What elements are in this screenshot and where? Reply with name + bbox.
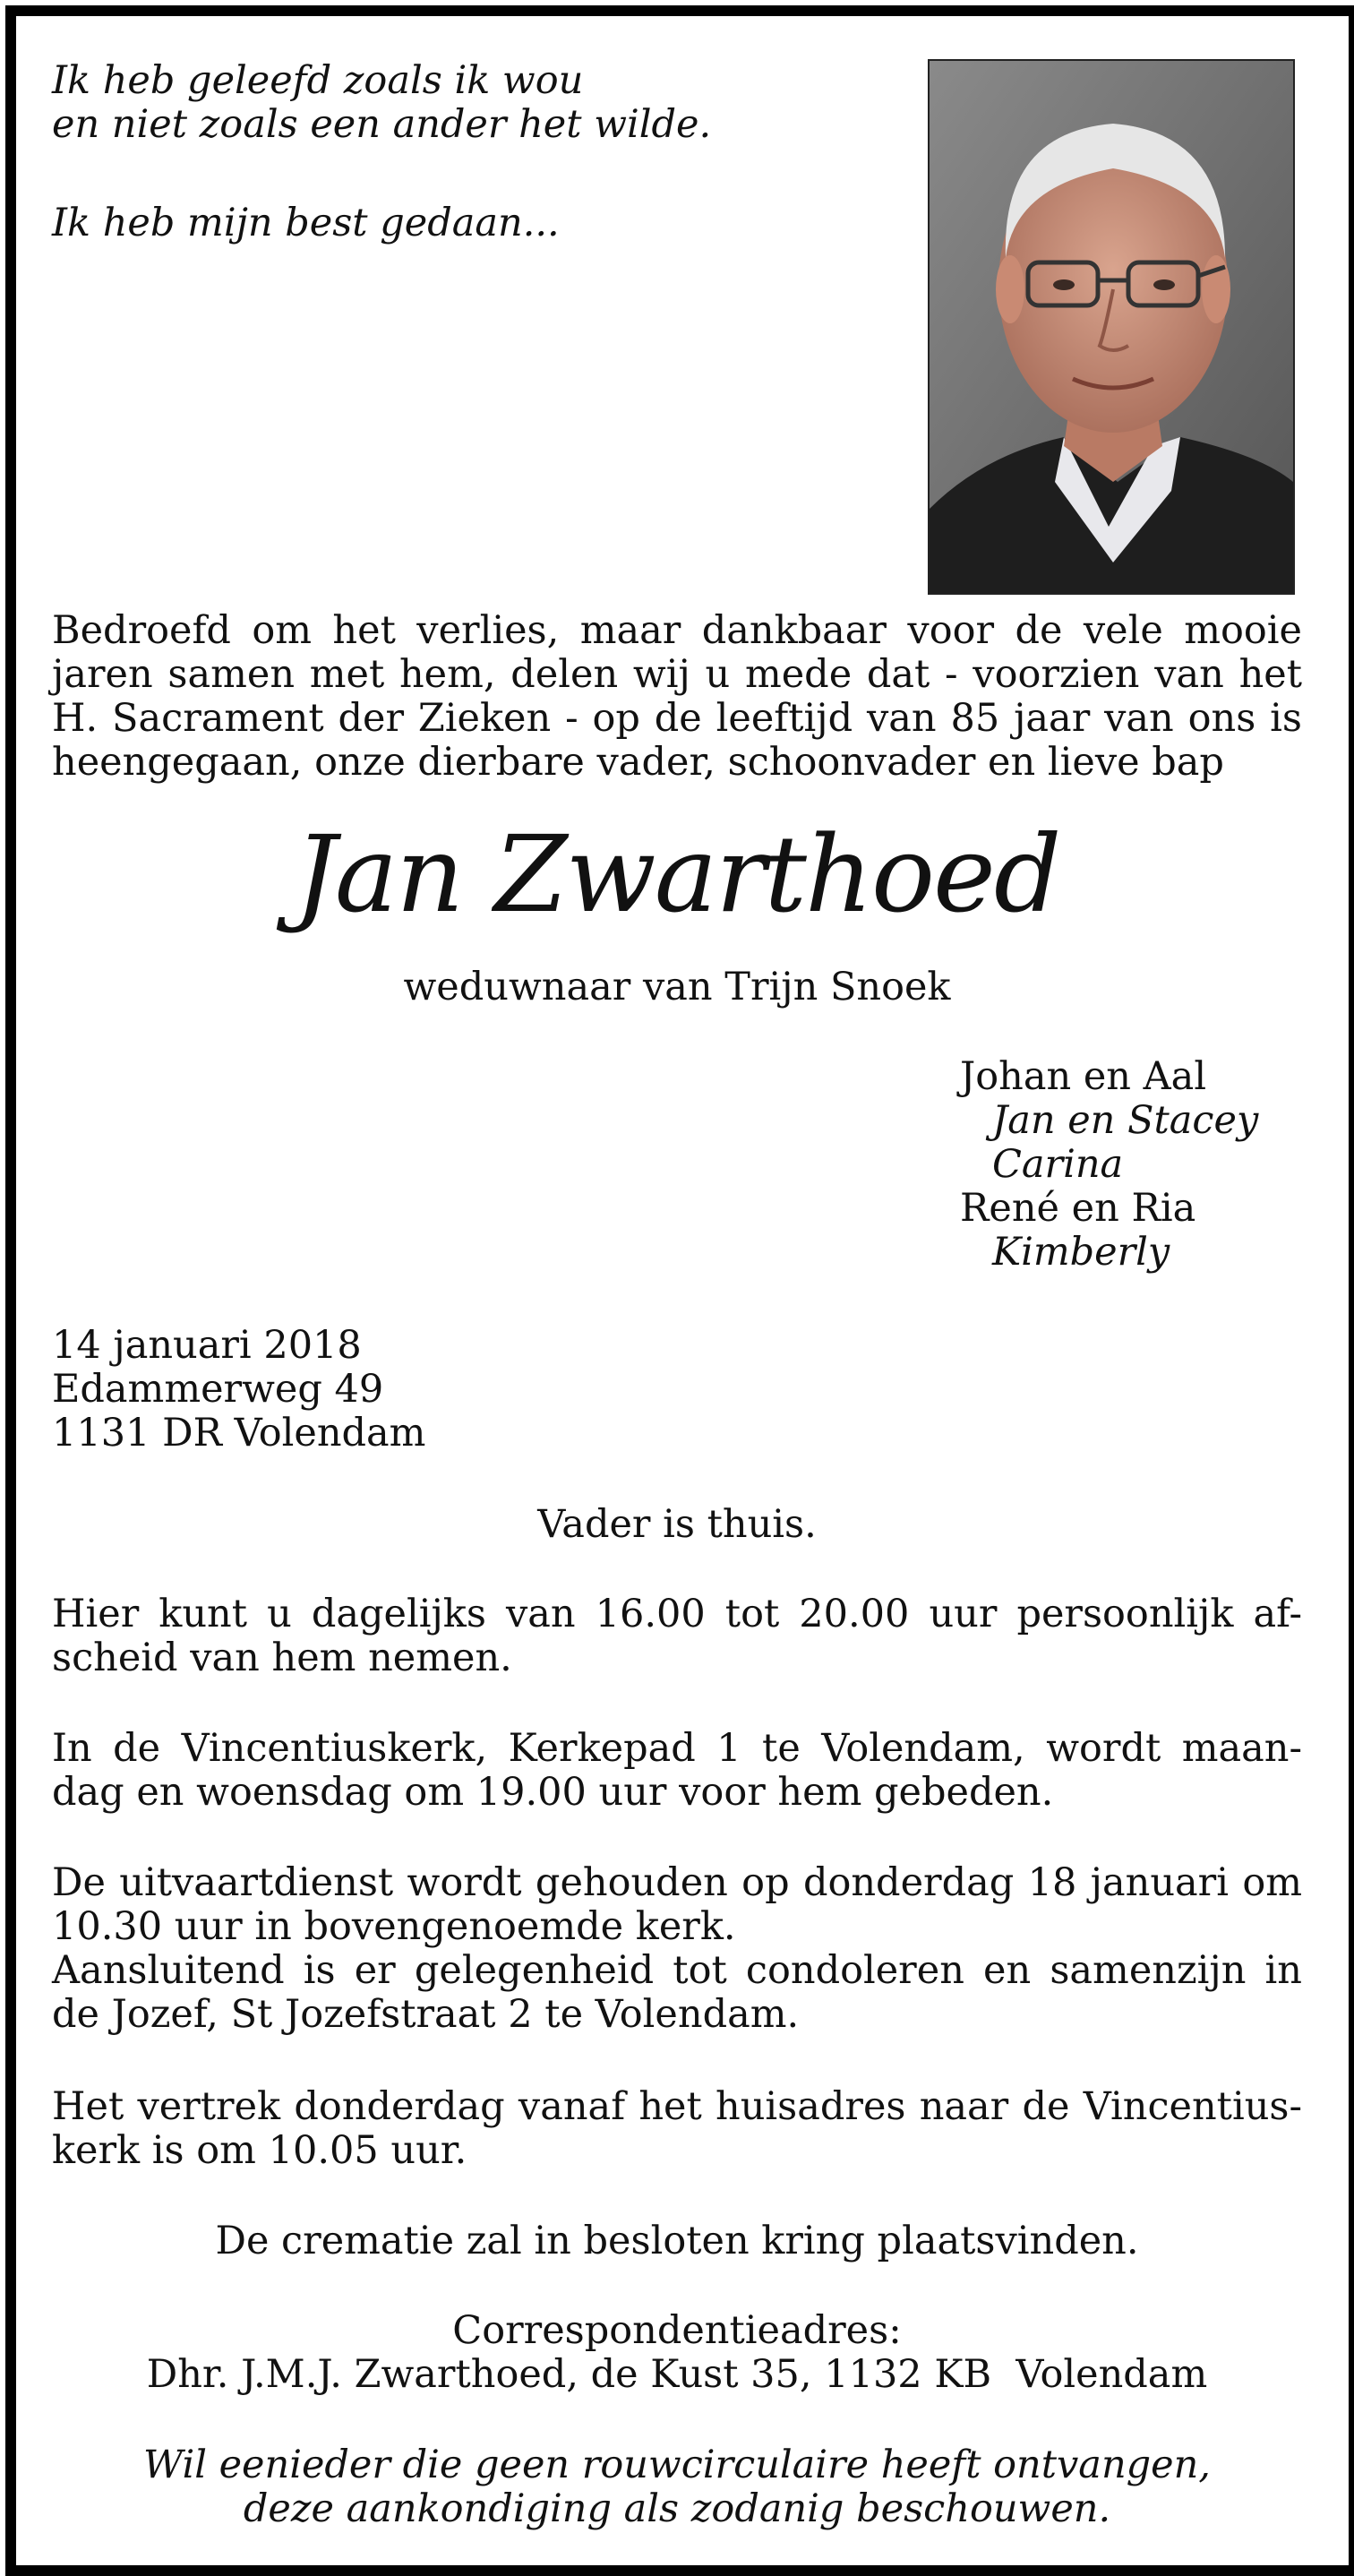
visit-line: scheid van hem nemen.: [52, 1636, 512, 1680]
postal-city: 1131 DR Volendam: [52, 1411, 426, 1455]
announcement-line: Bedroefd om het verlies, maar dankbaar voor de vele mooie: [52, 608, 1302, 653]
portrait-illustration: [930, 61, 1293, 593]
visit-text: [52, 1593, 1302, 1680]
service-line: de Jozef, St Jozefstraat 2 te Volendam.: [52, 1992, 800, 2037]
church-text: [52, 1727, 1302, 1815]
announcement-text: [52, 609, 1302, 785]
announcement-line: jaren samen met hem, delen wij u mede dat - voorzien van het: [52, 652, 1302, 697]
church-line: dag en woensdag om 19.00 uur voor hem gebeden.: [52, 1770, 1054, 1815]
service-line: 10.30 uur in bovengenoemde kerk.: [52, 1904, 736, 1949]
departure-line: kerk is om 10.05 uur.: [52, 2128, 467, 2173]
church-line: In de Vincentiuskerk, Kerkepad 1 te Volendam, wordt maan-: [52, 1726, 1302, 1771]
home-address: [52, 1324, 425, 1455]
announcement-frame: [5, 5, 1354, 2576]
family-member: René en Ria: [960, 1186, 1196, 1231]
poem-line: en niet zoals een ander het wilde.: [52, 102, 712, 147]
service-text: [52, 1861, 1302, 2037]
announcement-line: heengegaan, onze dierbare vader, schoonvader en lieve bap: [52, 740, 1224, 785]
service-line: Aansluitend is er gelegenheid tot condoleren en samenzijn in: [52, 1948, 1302, 1993]
poem-line: Ik heb geleefd zoals ik wou: [52, 58, 584, 103]
family-member: Kimberly: [992, 1230, 1170, 1275]
family-member: Jan en Stacey: [992, 1098, 1259, 1143]
street: Edammerweg 49: [52, 1367, 384, 1412]
family-list: [960, 1055, 1258, 1275]
visit-line: Hier kunt u dagelijks van 16.00 tot 20.00 uur persoonlijk af-: [52, 1592, 1302, 1636]
closing-note: [16, 2443, 1338, 2531]
portrait-photo: [928, 59, 1295, 595]
service-line: De uitvaartdienst wordt gehouden op donderdag 18 januari om: [52, 1860, 1302, 1905]
departure-line: Het vertrek donderdag vanaf het huisadres naar de Vincentius-: [52, 2084, 1302, 2129]
closing-line: deze aankondiging als zodanig beschouwen.: [243, 2486, 1111, 2531]
date: 14 januari 2018: [52, 1323, 362, 1368]
correspondence-address: Dhr. J.M.J. Zwarthoed, de Kust 35, 1132 KB Volendam: [146, 2352, 1208, 2397]
correspondence-label: Correspondentieadres:: [452, 2308, 902, 2353]
announcement-line: H. Sacrament der Zieken - op de leeftijd van 85 jaar van ons is: [52, 696, 1302, 741]
departure-text: [52, 2085, 1302, 2173]
poem: [52, 59, 711, 245]
family-member: Johan en Aal: [960, 1054, 1207, 1099]
deceased-name: Jan Zwarthoed: [294, 812, 1060, 936]
family-member: Carina: [992, 1142, 1124, 1187]
poem-line: Ik heb mijn best gedaan...: [52, 201, 560, 245]
correspondence: [16, 2309, 1338, 2397]
closing-line: Wil eenieder die geen rouwcirculaire heeft ontvangen,: [143, 2443, 1211, 2487]
home-notice: Vader is thuis.: [537, 1502, 817, 1547]
deceased-subtitle: weduwnaar van Trijn Snoek: [403, 965, 951, 1009]
cremation-notice: De crematie zal in besloten kring plaatsvinden.: [215, 2219, 1139, 2263]
